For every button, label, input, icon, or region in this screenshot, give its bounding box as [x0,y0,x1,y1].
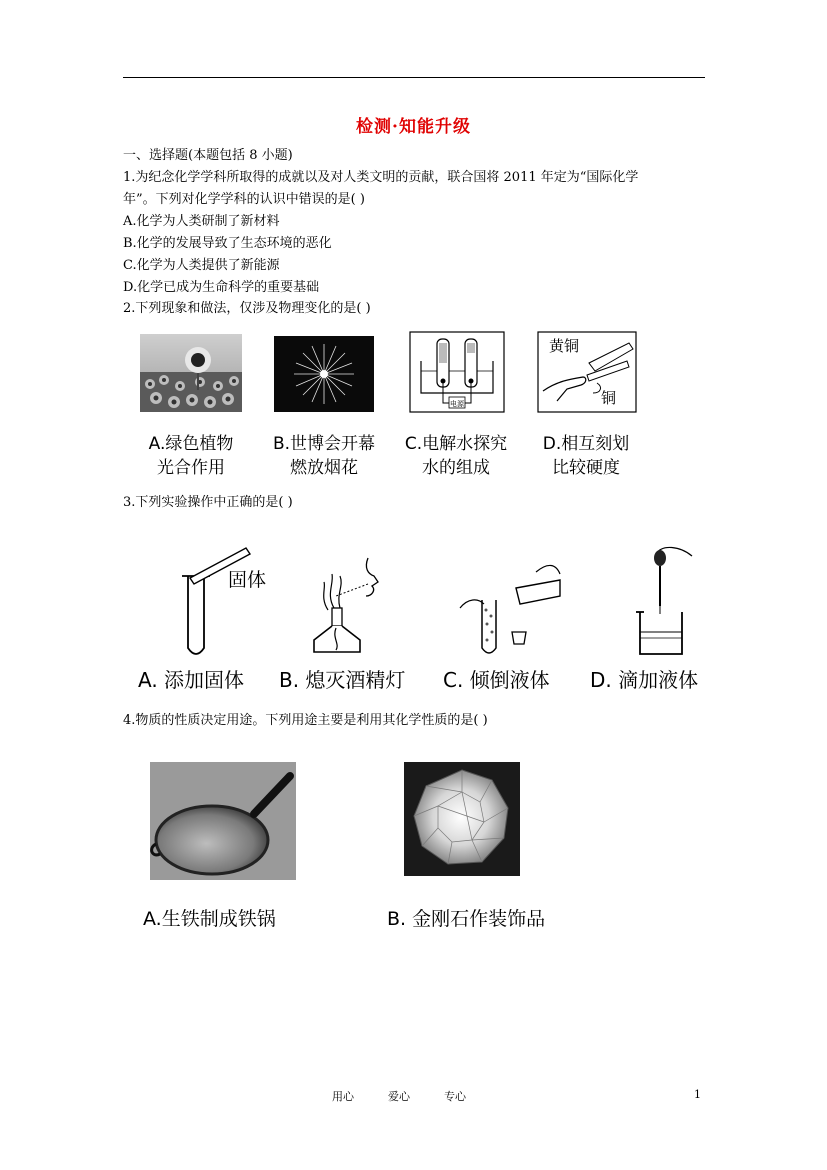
add-solid-diagram [176,540,276,662]
q1-option-d: D.化学已成为生命科学的重要基础 [123,280,320,295]
q2-caption-c-line2: 水的组成 [422,458,490,478]
page-title: 检测·知能升级 [356,117,471,137]
q4-stem: 4.物质的性质决定用途。下列用途主要是利用其化学性质的是( ) [123,713,488,728]
copper-label: 铜 [601,389,617,407]
page-number: 1 [694,1088,701,1101]
q2-stem: 2.下列现象和做法，仅涉及物理变化的是( ) [123,301,371,316]
iron-wok-photo [150,762,296,880]
q4-caption-a: A.生铁制成铁锅 [143,908,276,930]
q3-caption-a: A. 添加固体 [138,668,245,692]
q3-caption-b: B. 熄灭酒精灯 [279,668,406,692]
q2-caption-a-line1: A.绿色植物 [148,434,234,454]
q2-caption-c-line1: C.电解水探究 [404,434,508,454]
q1-option-b: B.化学的发展导致了生态环境的恶化 [123,236,332,251]
power-label: 电源 [450,400,464,408]
q2-caption-a-line2: 光合作用 [157,458,225,478]
q3-caption-d: D. 滴加液体 [590,668,699,692]
footer-text-1: 用心 [332,1090,354,1103]
footer-text-2: 爱心 [388,1090,410,1103]
brass-label: 黄铜 [549,337,580,355]
q1-stem-line2: 年”。下列对化学学科的认识中错误的是( ) [123,192,365,207]
solid-label: 固体 [228,569,267,591]
footer-text-3: 专心 [444,1090,466,1103]
diamond-photo [404,762,520,876]
q2-caption-d [532,432,640,480]
header-rule [123,77,705,78]
q2-caption-b-line1: B.世博会开幕 [272,434,376,454]
section-heading: 一、选择题(本题包括 8 小题) [123,148,293,163]
q1-stem-line1: 1.为纪念化学学科所取得的成就以及对人类文明的贡献，联合国将 2011 年定为“国际化学 [123,170,639,185]
q4-caption-b: B. 金刚石作装饰品 [387,908,546,930]
electrolysis-diagram [409,331,505,413]
scratch-hardness-diagram [537,331,637,413]
q2-caption-d-line2: 比较硬度 [552,458,620,478]
q2-caption-b-line2: 燃放烟花 [290,458,358,478]
q2-caption-b [268,432,380,480]
fireworks-photo [274,336,374,412]
drip-liquid-diagram [626,540,700,662]
q3-caption-c: C. 倾倒液体 [443,668,550,692]
q1-option-a: A.化学为人类研制了新材料 [123,214,280,229]
extinguish-lamp-diagram [306,548,402,660]
q3-stem: 3.下列实验操作中正确的是( ) [123,495,293,510]
sunflower-photo [140,334,242,412]
pour-liquid-diagram [456,552,568,660]
q2-caption-a [141,432,241,480]
q2-caption-c [400,432,512,480]
q1-option-c: C.化学为人类提供了新能源 [123,258,280,273]
q2-caption-d-line1: D.相互刻划 [542,434,630,454]
